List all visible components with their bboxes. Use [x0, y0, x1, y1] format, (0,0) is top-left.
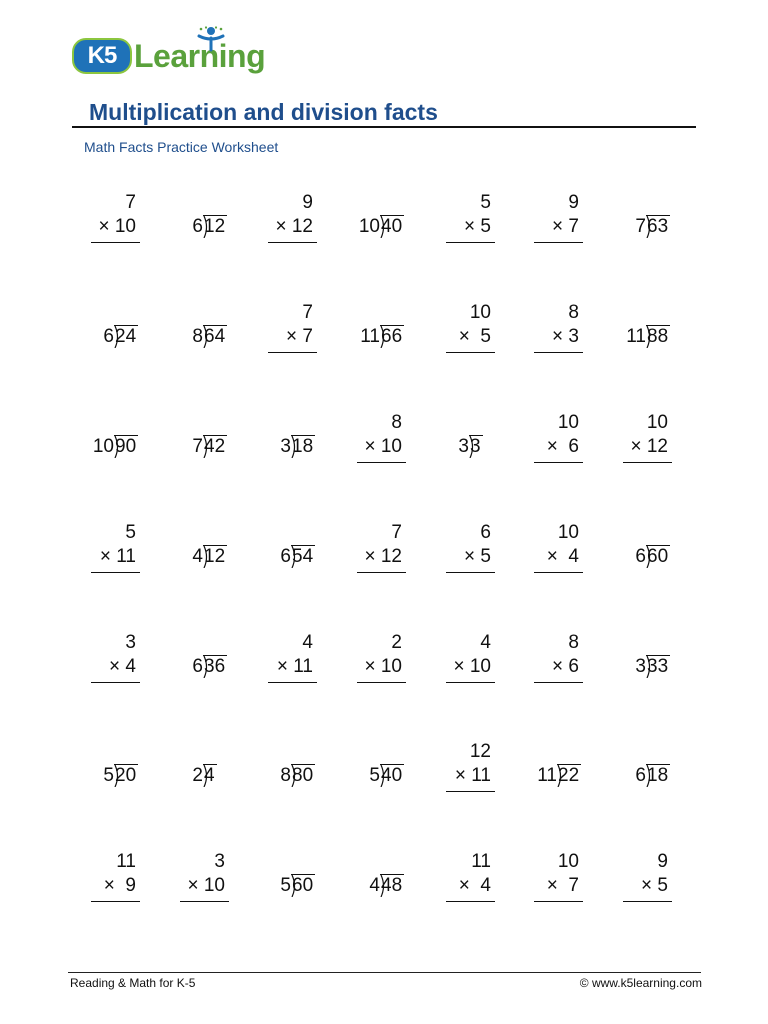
multiplicand: 12	[469, 741, 491, 762]
dividend: 40	[381, 216, 403, 237]
division-vinculum	[291, 545, 315, 546]
multiplication-problem	[337, 631, 425, 687]
divisor: 10	[92, 436, 114, 457]
dividend: 60	[647, 546, 669, 567]
multiplier: × 4	[546, 546, 579, 567]
divisor: 11	[626, 326, 646, 347]
answer-line	[534, 572, 583, 573]
divisor: 3	[458, 436, 469, 457]
multiplicand: 11	[116, 851, 136, 872]
division-problem	[248, 850, 336, 906]
answer-line	[357, 462, 406, 463]
divisor: 7	[635, 216, 646, 237]
multiplier: × 12	[275, 216, 313, 237]
division-problem	[248, 521, 336, 577]
division-vinculum	[646, 325, 670, 326]
dividend: 63	[647, 216, 669, 237]
multiplication-problem	[71, 521, 159, 577]
multiplication-problem	[337, 411, 425, 467]
multiplicand: 10	[469, 302, 491, 323]
multiplication-problem	[514, 631, 602, 687]
dividend: 64	[204, 326, 226, 347]
division-problem	[337, 301, 425, 357]
answer-line	[91, 682, 140, 683]
multiplicand: 3	[125, 632, 136, 653]
division-vinculum	[203, 655, 227, 656]
multiplier: × 6	[552, 656, 579, 677]
dividend: 66	[381, 326, 403, 347]
dividend: 42	[204, 436, 226, 457]
division-vinculum	[291, 874, 315, 875]
divisor: 6	[280, 546, 291, 567]
multiplicand: 9	[657, 851, 668, 872]
multiplier: × 6	[546, 436, 579, 457]
multiplicand: 5	[480, 192, 491, 213]
divisor: 4	[192, 546, 203, 567]
dividend: 48	[381, 875, 403, 896]
division-problem	[160, 191, 248, 247]
division-vinculum	[469, 435, 483, 436]
division-problem	[160, 301, 248, 357]
dividend: 12	[204, 546, 226, 567]
division-vinculum	[380, 325, 404, 326]
multiplication-problem	[426, 850, 514, 906]
multiplier: × 7	[552, 216, 579, 237]
answer-line	[357, 572, 406, 573]
multiplication-problem	[603, 850, 691, 906]
dividend: 22	[558, 765, 580, 786]
divisor: 10	[358, 216, 380, 237]
multiplier: × 7	[546, 875, 579, 896]
divisor: 8	[192, 326, 203, 347]
division-problem	[603, 740, 691, 796]
division-problem	[337, 191, 425, 247]
division-problem	[248, 411, 336, 467]
multiplicand: 5	[125, 522, 136, 543]
answer-line	[357, 682, 406, 683]
division-vinculum	[646, 764, 670, 765]
dividend: 90	[115, 436, 137, 457]
division-vinculum	[646, 655, 670, 656]
division-problem	[160, 521, 248, 577]
multiplication-problem	[514, 521, 602, 577]
divisor: 7	[192, 436, 203, 457]
multiplicand: 6	[480, 522, 491, 543]
answer-line	[623, 901, 672, 902]
multiplier: × 11	[99, 546, 136, 567]
footer-copyright: © www.k5learning.com	[579, 976, 702, 990]
answer-line	[446, 572, 495, 573]
multiplicand: 8	[391, 412, 402, 433]
answer-line	[623, 462, 672, 463]
multiplier: × 5	[464, 216, 491, 237]
multiplicand: 7	[302, 302, 313, 323]
division-problem	[603, 301, 691, 357]
multiplication-problem	[71, 631, 159, 687]
division-vinculum	[203, 545, 227, 546]
division-vinculum	[291, 435, 315, 436]
division-vinculum	[114, 435, 138, 436]
answer-line	[446, 682, 495, 683]
division-problem	[603, 631, 691, 687]
division-vinculum	[646, 545, 670, 546]
multiplier: × 10	[364, 656, 402, 677]
division-vinculum	[203, 764, 217, 765]
answer-line	[534, 901, 583, 902]
answer-line	[180, 901, 229, 902]
dividend: 24	[115, 326, 137, 347]
multiplication-problem	[337, 521, 425, 577]
answer-line	[534, 352, 583, 353]
multiplier: × 3	[552, 326, 579, 347]
multiplier: × 5	[641, 875, 668, 896]
division-vinculum	[646, 215, 670, 216]
multiplication-problem	[514, 411, 602, 467]
dividend: 40	[381, 765, 403, 786]
divisor: 6	[635, 546, 646, 567]
divisor: 11	[537, 765, 557, 786]
dividend: 88	[647, 326, 669, 347]
division-problem	[426, 411, 514, 467]
division-problem	[71, 740, 159, 796]
dividend: 33	[647, 656, 669, 677]
k5-learning-logo	[72, 30, 267, 80]
multiplicand: 10	[557, 522, 579, 543]
multiplier: × 5	[464, 546, 491, 567]
dividend: 60	[292, 875, 314, 896]
multiplicand: 4	[302, 632, 313, 653]
division-problem	[337, 740, 425, 796]
answer-line	[534, 242, 583, 243]
answer-line	[91, 572, 140, 573]
multiplicand: 9	[302, 192, 313, 213]
division-vinculum	[557, 764, 581, 765]
multiplication-problem	[426, 740, 514, 796]
multiplicand: 10	[557, 851, 579, 872]
divisor: 6	[192, 656, 203, 677]
answer-line	[534, 462, 583, 463]
dividend: 3	[470, 436, 481, 457]
multiplicand: 7	[125, 192, 136, 213]
division-problem	[71, 411, 159, 467]
division-problem	[160, 631, 248, 687]
multiplier: × 12	[364, 546, 402, 567]
multiplier: × 7	[286, 326, 313, 347]
division-problem	[248, 740, 336, 796]
worksheet-title: Multiplication and division facts	[89, 99, 438, 125]
division-vinculum	[203, 325, 227, 326]
division-problem	[514, 740, 602, 796]
dividend: 12	[204, 216, 226, 237]
multiplication-problem	[514, 301, 602, 357]
division-problem	[603, 521, 691, 577]
multiplicand: 8	[568, 632, 579, 653]
division-vinculum	[203, 215, 227, 216]
dividend: 18	[292, 436, 314, 457]
answer-line	[534, 682, 583, 683]
division-problem	[337, 850, 425, 906]
multiplier: × 10	[364, 436, 402, 457]
answer-line	[91, 242, 140, 243]
division-problem	[160, 740, 248, 796]
dividend: 36	[204, 656, 226, 677]
logo-wordmark: Learning	[134, 38, 266, 74]
logo-figure-icon	[196, 26, 226, 52]
division-vinculum	[114, 325, 138, 326]
multiplier: × 4	[109, 656, 136, 677]
multiplication-problem	[426, 191, 514, 247]
multiplication-problem	[603, 411, 691, 467]
multiplication-problem	[426, 521, 514, 577]
divisor: 8	[280, 765, 291, 786]
answer-line	[446, 352, 495, 353]
multiplication-problem	[426, 631, 514, 687]
answer-line	[446, 242, 495, 243]
division-vinculum	[203, 435, 227, 436]
division-vinculum	[380, 764, 404, 765]
multiplier: × 9	[103, 875, 136, 896]
answer-line	[268, 352, 317, 353]
multiplicand: 10	[646, 412, 668, 433]
footer-divider	[68, 972, 701, 973]
divisor: 6	[192, 216, 203, 237]
division-problem	[603, 191, 691, 247]
division-problem	[160, 411, 248, 467]
answer-line	[268, 682, 317, 683]
answer-line	[446, 791, 495, 792]
answer-line	[446, 901, 495, 902]
divisor: 5	[103, 765, 114, 786]
division-problem	[71, 301, 159, 357]
multiplicand: 4	[480, 632, 491, 653]
multiplier: × 10	[98, 216, 136, 237]
multiplicand: 8	[568, 302, 579, 323]
multiplication-problem	[248, 301, 336, 357]
multiplicand: 3	[214, 851, 225, 872]
divisor: 5	[280, 875, 291, 896]
multiplicand: 7	[391, 522, 402, 543]
answer-line	[268, 242, 317, 243]
answer-line	[91, 901, 140, 902]
divisor: 6	[635, 765, 646, 786]
multiplier: × 4	[458, 875, 491, 896]
multiplication-problem	[426, 301, 514, 357]
divisor: 6	[103, 326, 114, 347]
k5-badge: K5	[72, 38, 132, 74]
multiplier: × 10	[453, 656, 491, 677]
multiplicand: 9	[568, 192, 579, 213]
divisor: 11	[360, 326, 380, 347]
multiplicand: 11	[471, 851, 491, 872]
multiplication-problem	[160, 850, 248, 906]
divisor: 5	[369, 765, 380, 786]
divisor: 3	[635, 656, 646, 677]
dividend: 18	[647, 765, 669, 786]
dividend: 54	[292, 546, 314, 567]
multiplier: × 12	[630, 436, 668, 457]
dividend: 80	[292, 765, 314, 786]
divisor: 2	[192, 765, 203, 786]
multiplication-problem	[514, 191, 602, 247]
worksheet-subtitle: Math Facts Practice Worksheet	[84, 139, 279, 155]
division-vinculum	[291, 764, 315, 765]
multiplication-problem	[71, 850, 159, 906]
division-vinculum	[114, 764, 138, 765]
multiplier: × 11	[276, 656, 313, 677]
title-divider	[72, 126, 696, 128]
multiplicand: 10	[557, 412, 579, 433]
multiplier: × 10	[187, 875, 225, 896]
multiplier: × 5	[458, 326, 491, 347]
multiplication-problem	[71, 191, 159, 247]
multiplication-problem	[248, 191, 336, 247]
multiplicand: 2	[391, 632, 402, 653]
division-vinculum	[380, 215, 404, 216]
dividend: 20	[115, 765, 137, 786]
divisor: 4	[369, 875, 380, 896]
multiplication-problem	[248, 631, 336, 687]
multiplication-problem	[514, 850, 602, 906]
division-vinculum	[380, 874, 404, 875]
divisor: 3	[280, 436, 291, 457]
footer-left-text: Reading & Math for K-5	[70, 976, 196, 990]
multiplier: × 11	[454, 765, 491, 786]
dividend: 4	[204, 765, 215, 786]
